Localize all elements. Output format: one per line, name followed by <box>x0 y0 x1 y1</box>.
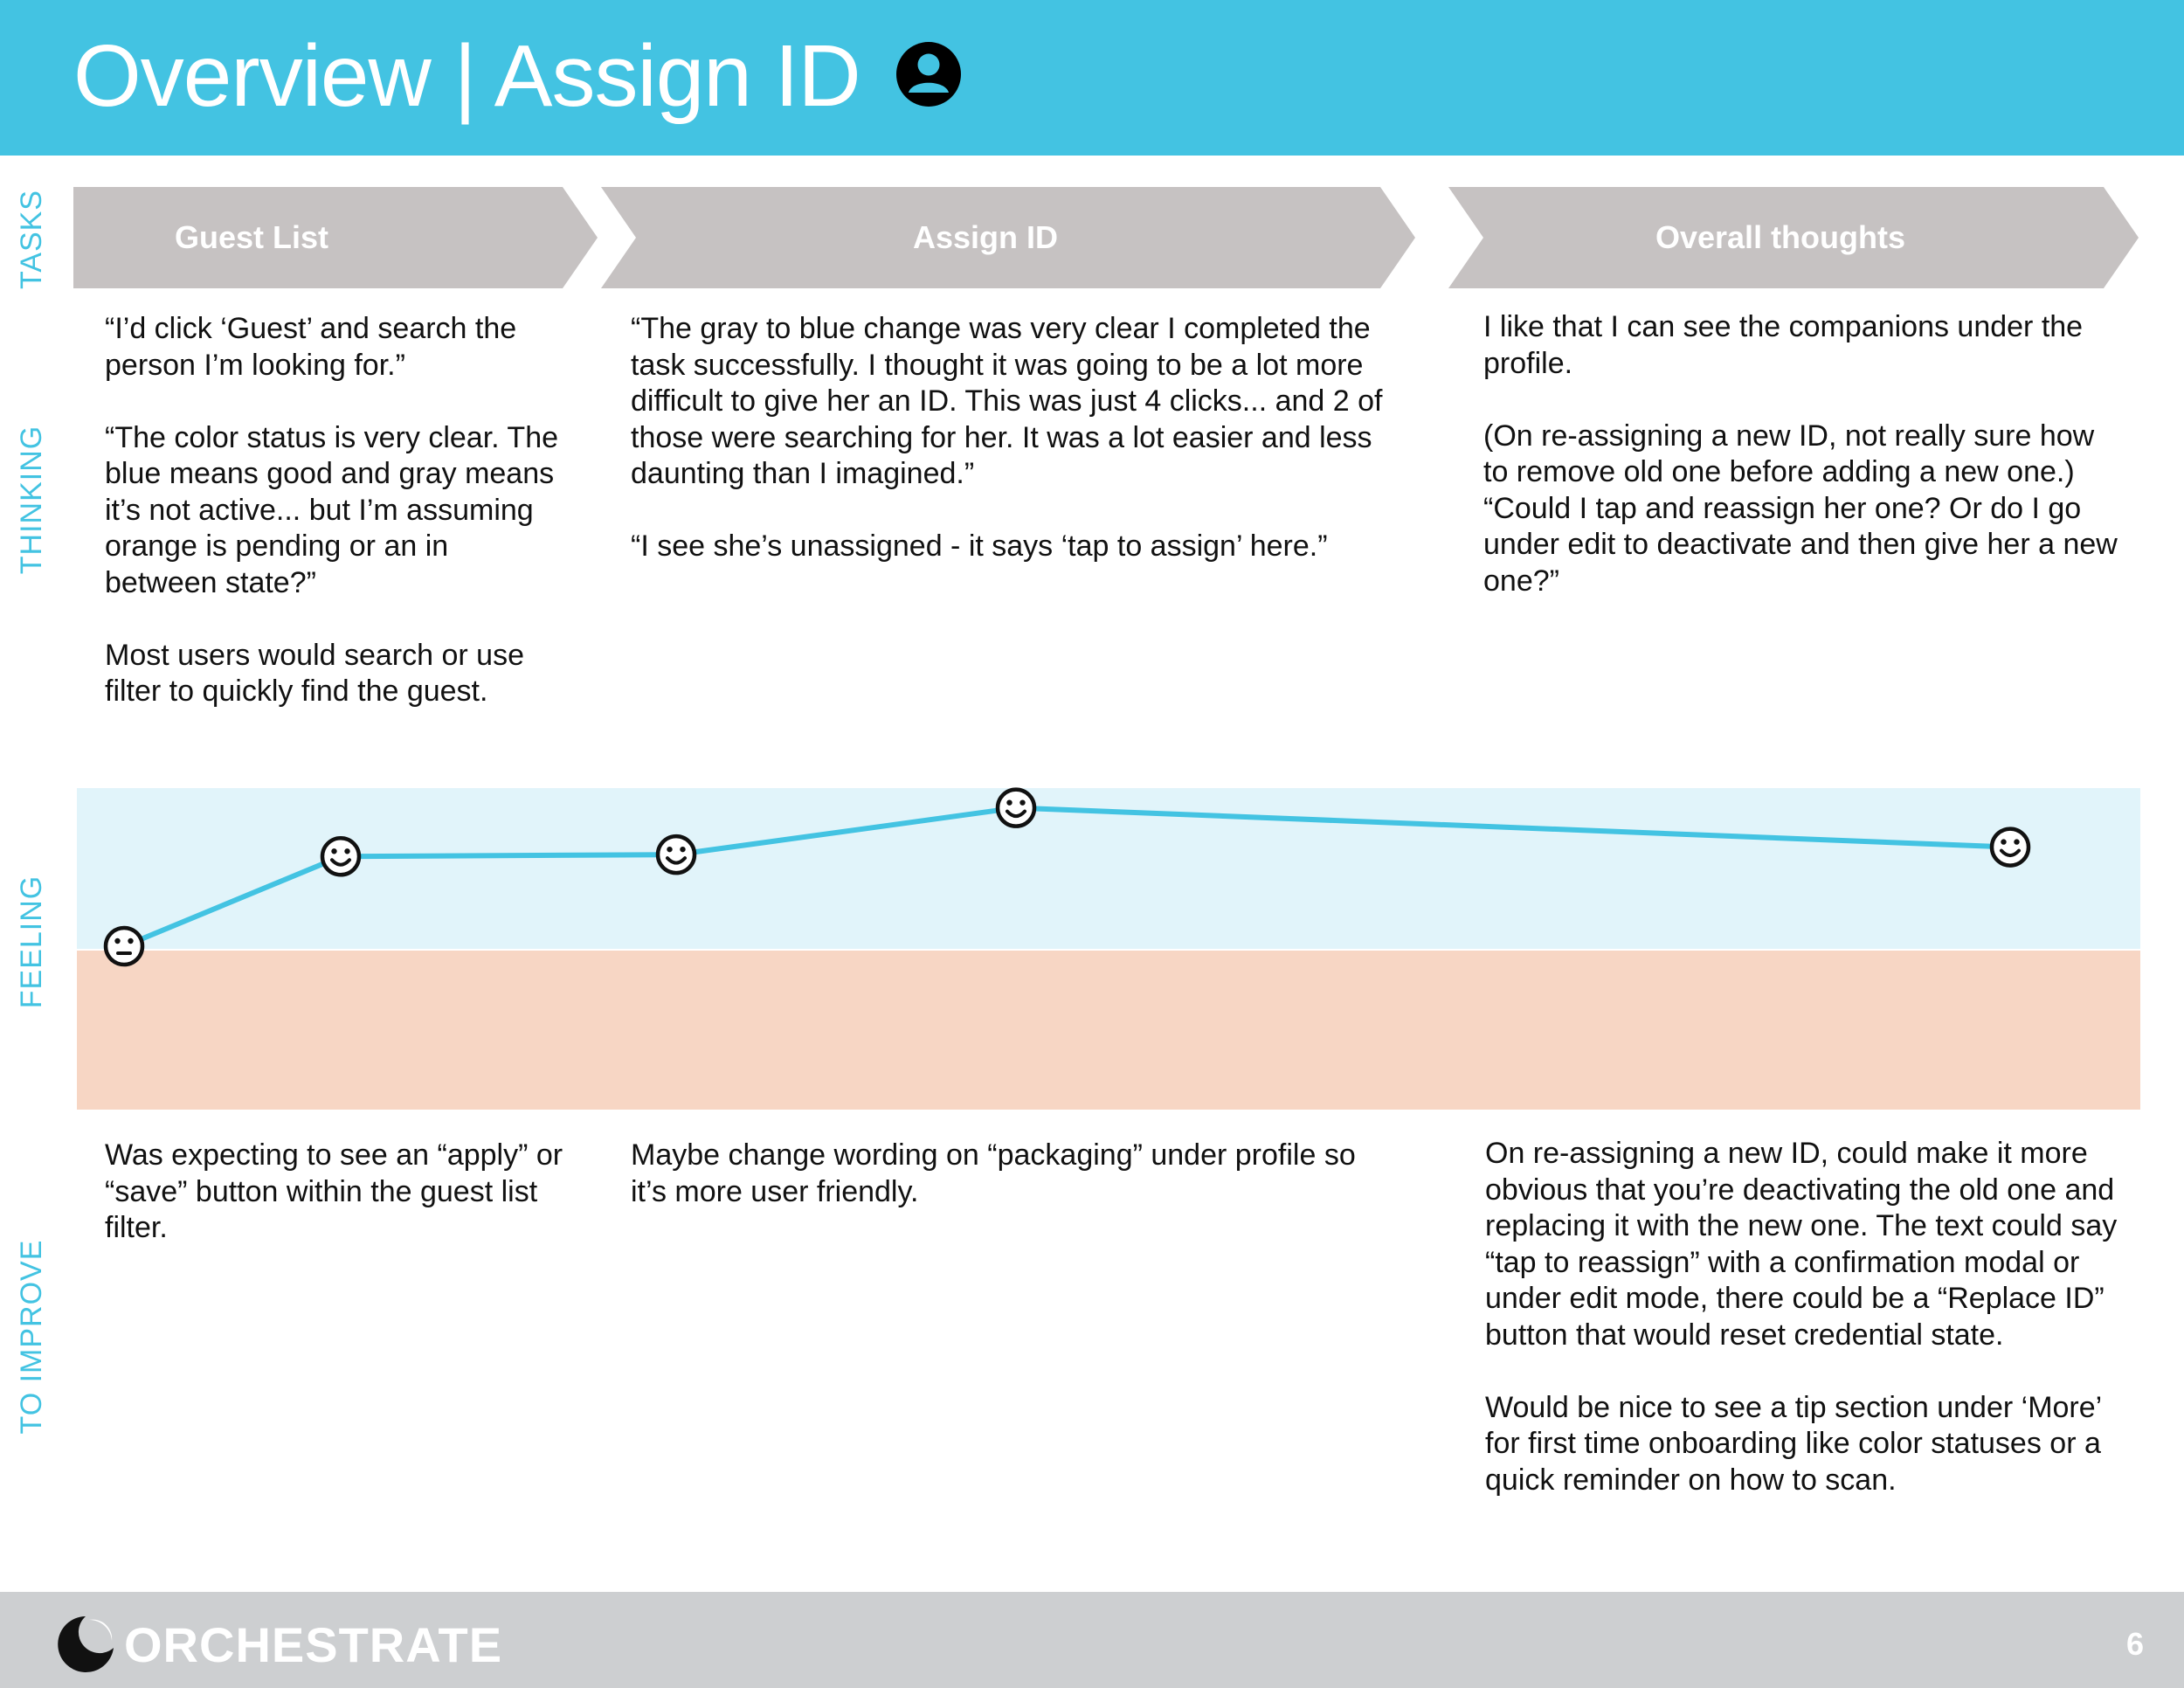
improve-paragraph: Maybe change wording on “packaging” under profile so it’s more user friendly. <box>631 1138 1356 1208</box>
improve-assign-id <box>631 1138 1400 1210</box>
row-label-to-improve: TO IMPROVE <box>15 1239 48 1435</box>
user-circle-icon <box>895 40 963 108</box>
task-label: Overall thoughts <box>1655 219 1906 255</box>
thinking-paragraph: “I see she’s unassigned - it says ‘tap to assign’ here.” <box>631 529 1328 563</box>
task-step-assign-id <box>601 187 1415 288</box>
thinking-paragraph: I like that I can see the companions under the profile. <box>1483 310 2084 380</box>
chevron-shape <box>73 187 598 288</box>
thinking-paragraph: “The gray to blue change was very clear I completed the task successfully. I thought it was going to be a lot more difficult to give her an ID. This was just 4 clicks... and 2 of those were searching for her. It was a lot easier and less daunting than I imagined.” <box>631 312 1383 490</box>
row-label-tasks: TASKS <box>15 190 48 289</box>
task-step-guest-list <box>73 187 598 288</box>
feeling-positive-zone <box>77 788 2140 949</box>
improve-paragraph: On re-assigning a new ID, could make it more obvious that you’re deactivating the old one and replacing it with the new one. The text could say “tap to reassign” with a confirmation modal or under edit mode, there could be a “Replace ID” button that would reset credential state. <box>1485 1137 2118 1352</box>
improve-paragraph: Was expecting to see an “apply” or “save” button within the guest list filter. <box>105 1138 563 1244</box>
header-bar <box>0 0 2184 156</box>
orchestrate-logo-icon <box>54 1615 117 1674</box>
thinking-paragraph: (On re-assigning a new ID, not really sure how to remove old one before adding a new one.) “Could I tap and reassign her one? Or do I go under edit to deactivate and then give her a new one?” <box>1483 419 2118 598</box>
task-label: Guest List <box>175 219 329 255</box>
thinking-assign-id <box>631 311 1400 565</box>
thinking-paragraph: “The color status is very clear. The blue means good and gray means it’s not active... but I’m assuming orange is pending or an in between state?” <box>105 420 559 599</box>
row-label-thinking: THINKING <box>15 425 48 575</box>
thinking-guest-list <box>105 311 559 710</box>
improve-paragraph: Would be nice to see a tip section under ‘More’ for first time onboarding like color statuses or a quick reminder on how to scan. <box>1485 1390 2101 1497</box>
brand-name: ORCHESTRATE <box>124 1616 503 1672</box>
thinking-overall-thoughts <box>1483 309 2121 599</box>
task-step-overall-thoughts <box>1448 187 2139 288</box>
page-title: Overview | Assign ID <box>73 26 860 125</box>
improve-guest-list <box>105 1138 577 1247</box>
thinking-paragraph: Most users would search or use filter to quickly find the guest. <box>105 638 524 708</box>
feeling-negative-zone <box>77 951 2140 1110</box>
task-label: Assign ID <box>912 219 1059 255</box>
row-label-feeling: FEELING <box>15 875 48 1009</box>
page-number: 6 <box>2125 1626 2144 1662</box>
thinking-paragraph: “I’d click ‘Guest’ and search the person I’m looking for.” <box>105 312 517 382</box>
improve-overall-thoughts <box>1485 1136 2132 1498</box>
